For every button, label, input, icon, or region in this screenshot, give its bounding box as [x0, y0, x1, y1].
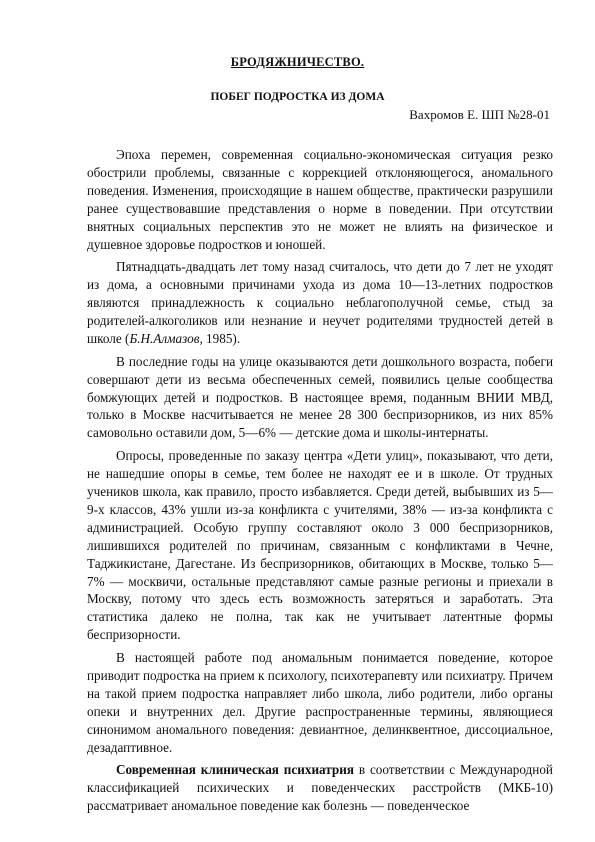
paragraph-text: в соответствии с Международной классификацией психических и поведенческих расстройств (МКБ-10) рассматривает аномальное поведение как болезнь — поведенческое: [87, 762, 553, 814]
paragraph-5: В настоящей работе под аномальным понимается поведение, которое приводит подростка на прием к психологу, психотерапевту или психиатру. Причем на такой прием подростка направляет либо школа, либо родители, либо органы опеки и внутренних дел. Другие распространенные термины, являющиеся синонимом аномального поведения: девиантное, делинквентное, диссоциальное, дезадаптивное.: [87, 650, 553, 755]
paragraph-1: Эпоха перемен, современная социально-экономическая ситуация резко обострили проблемы, связанные с коррекцией отклоняющегося, аномального поведения. Изменения, происходящие в нашем обществе, практически разрушили ранее существовавшие представления о норме в поведении. При отсутствии внятных социальных перспектив это не может не влиять на физическое и душевное здоровье подростков и юношей.: [87, 147, 553, 252]
bold-term: Современная клиническая психиатрия: [116, 762, 354, 778]
paragraph-6: [87, 761, 553, 815]
author-line: Вахромов Е. ШП №28-01: [409, 107, 550, 122]
document-subtitle: ПОБЕГ ПОДРОСТКА ИЗ ДОМА: [210, 91, 385, 103]
paragraph-4: Опросы, проведенные по заказу центра «Дети улиц», показывают, что дети, не нашедшие опоры в семье, тем более не находят ее и в школе. От трудных учеников школа, как правило, просто избавляется. Среди детей, выбывших из 5—9-х классов, 43% ушли из-за конфликта с учителями, 38% — из-за конфликта с администрацией. Особую группу составляют около 3 000 беспризорников, лишившихся родителей по причинам, связанным с конфликтами в Чечне, Таджикистане, Дагестане. Из беспризорников, обитающих в Москве, только 5—7% — москвичи, остальные представляют самые разные регионы и приехали в Москву, потому что здесь есть возможность затеряться и заработать. Эта статистика далеко не полна, так как не учитывает латентные формы беспризорности.: [87, 448, 553, 643]
citation-author: Б.Н.Алмазов,: [129, 330, 203, 346]
paragraph-2: [87, 258, 553, 348]
paragraph-text: Пятнадцать-двадцать лет тому назад считалось, что дети до 7 лет не уходят из дома, а основными причинами ухода из дома 10—13-летних подростков являются принадлежность к социально неблагополучной семье, стыд за родителей-алкоголиков или незнание и неучет родителями трудностей детей в школе (: [87, 259, 553, 346]
paragraph-3: В последние годы на улице оказываются дети дошкольного возраста, побеги совершают дети из весьма обеспеченных семей, появились целые сообщества бомжующих детей и подростков. В настоящее время, поданным ВНИИ МВД, только в Москве насчитывается не менее 28 300 беспризорников, из них 85% самовольно оставили дом, 5—6% — детские дома и школы-интернаты.: [87, 353, 553, 441]
document-title: БРОДЯЖНИЧЕСТВО.: [230, 55, 365, 69]
document-body: [87, 146, 553, 815]
paragraph-text: 1985).: [202, 330, 241, 346]
